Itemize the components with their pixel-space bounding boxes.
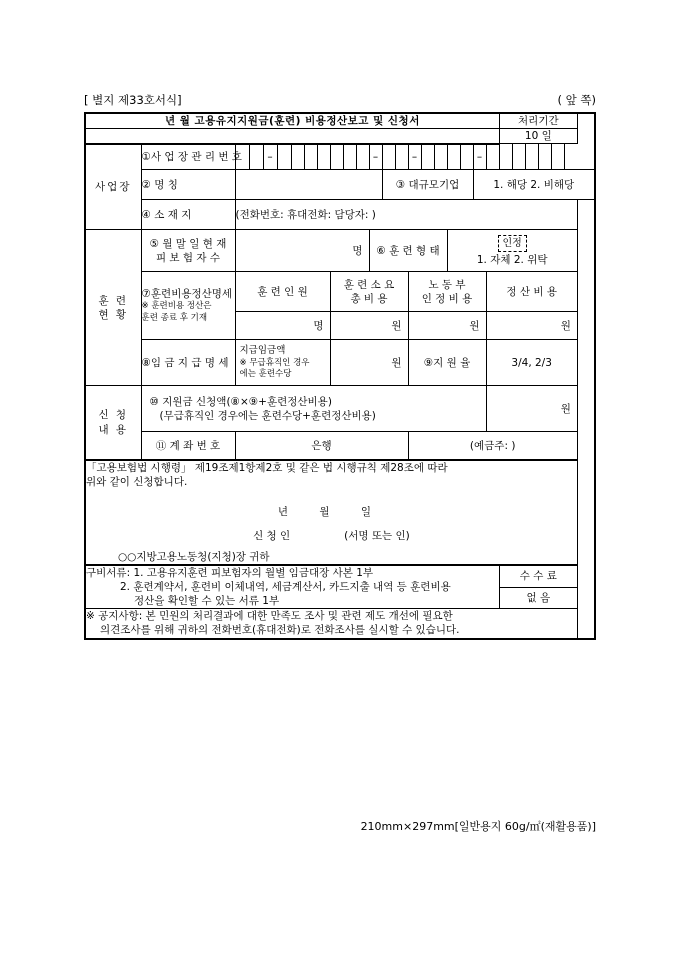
training-total-cost-unit: 원 xyxy=(391,319,402,332)
wage-payment-subnote-line3: 에는 훈련수당 xyxy=(239,369,292,380)
mgmt-digit-7[interactable] xyxy=(330,144,343,170)
mgmt-dash-3: – xyxy=(408,144,421,170)
training-approved-cost-value[interactable] xyxy=(408,312,486,340)
main-form-table xyxy=(84,112,596,640)
mgmt-digit-2[interactable] xyxy=(249,144,263,170)
form-container xyxy=(84,112,596,640)
processing-period-value: 10 일 xyxy=(499,129,577,144)
section-label-training-status-line1: 훈 련 xyxy=(98,294,129,307)
mgmt-digit-21[interactable] xyxy=(551,144,564,170)
training-type-options-cell[interactable] xyxy=(447,230,577,272)
workplace-name-label: ② 명 칭 xyxy=(141,170,235,200)
section-label-training-status-line2: 현 황 xyxy=(98,308,129,321)
training-settlement-cost-header: 정 산 비 용 xyxy=(486,272,577,312)
mgmt-digit-19[interactable] xyxy=(525,144,538,170)
wage-payment-unit: 원 xyxy=(391,356,402,369)
section-label-training-status xyxy=(85,230,141,386)
support-request-label-line1: ⑩ 지원금 신청액(⑧×⑨+훈련정산비용) xyxy=(149,395,332,408)
training-total-cost-value[interactable] xyxy=(330,312,408,340)
wage-payment-subnote-line2: ※ 무급휴직인 경우 xyxy=(239,357,310,368)
mgmt-digit-12[interactable] xyxy=(421,144,434,170)
section-label-application xyxy=(85,386,141,460)
training-headcount-header: 훈 련 인 원 xyxy=(235,272,330,312)
documents-block xyxy=(85,565,499,609)
declaration-applicant-row xyxy=(86,529,577,543)
notice-line1: ※ 공지사항: 본 민원의 처리결과에 대한 만족도 조사 및 관련 제도 개선에 필요한 xyxy=(86,610,453,623)
training-approved-cost-header-line2: 인 정 비 용 xyxy=(421,292,473,305)
section-label-workplace: 사업장 xyxy=(85,144,141,230)
declaration-row xyxy=(85,460,595,565)
support-rate-value[interactable]: 3/4, 2/3 xyxy=(486,340,577,386)
mgmt-no-label: ①사 업 장 관 리 번 호 xyxy=(141,144,235,170)
mgmt-digit-11[interactable] xyxy=(395,144,408,170)
workplace-address-label: ④ 소 재 지 xyxy=(141,200,235,230)
mgmt-digit-20[interactable] xyxy=(538,144,551,170)
training-settlement-cost-value[interactable] xyxy=(486,312,577,340)
mgmt-digit-13[interactable] xyxy=(434,144,447,170)
training-type-inner xyxy=(448,235,577,268)
large-corp-options[interactable]: 1. 해당 2. 비해당 xyxy=(473,170,595,200)
large-corp-label: ③ 대규모기업 xyxy=(382,170,473,200)
form-number-label: [ 별지 제33호서식] xyxy=(84,93,182,107)
form-title: 년 월 고용유지지원금(훈련) 비용정산보고 및 신청서 xyxy=(85,113,499,129)
mgmt-digit-16[interactable] xyxy=(486,144,499,170)
declaration-block xyxy=(85,460,577,565)
training-total-cost-header-line1: 훈 련 소 요 xyxy=(343,278,395,291)
training-total-cost-header-line2: 총 비 용 xyxy=(350,292,388,305)
signature-note: (서명 또는 인) xyxy=(344,530,410,543)
mgmt-digit-9[interactable] xyxy=(356,144,369,170)
applicant-label: 신 청 인 xyxy=(253,530,291,543)
title-row xyxy=(85,113,595,129)
support-rate-label: ⑨지 원 율 xyxy=(408,340,486,386)
training-headcount-unit: 명 xyxy=(313,319,324,332)
mgmt-digit-3[interactable] xyxy=(277,144,291,170)
account-holder-value[interactable]: (예금주: ) xyxy=(408,432,577,460)
insured-count-label-line2: 피 보 험 자 수 xyxy=(155,251,221,264)
notice-line2: 의견조사를 위해 귀하의 전화번호(휴대전화)로 전화조사를 실시할 수 있습니다. xyxy=(100,624,460,637)
training-approved-cost-unit: 원 xyxy=(469,319,480,332)
support-request-amount[interactable] xyxy=(486,386,577,432)
workplace-name-row xyxy=(85,170,595,200)
documents-line1: 구비서류: 1. 고용유지훈련 피보험자의 월별 임금대장 사본 1부 xyxy=(86,566,374,579)
training-insured-row xyxy=(85,230,595,272)
training-type-label: ⑥ 훈 련 형 태 xyxy=(369,230,447,272)
wage-payment-label: ⑧임 금 지 급 명 세 xyxy=(141,340,235,386)
mgmt-dash-2: – xyxy=(369,144,382,170)
workplace-address-row xyxy=(85,200,595,230)
insured-count-unit: 명 xyxy=(352,244,363,257)
training-type-options[interactable]: 1. 자체 2. 위탁 xyxy=(476,254,548,266)
documents-line3: 정산을 확인할 수 있는 서류 1부 xyxy=(134,595,280,608)
receiver-line: ○○지방고용노동청(지청)장 귀하 xyxy=(118,550,270,563)
paper-spec-note: 210mm×297mm[일반용지 60g/㎡(재활용품)] xyxy=(360,820,596,833)
training-settlement-cost-unit: 원 xyxy=(560,319,571,332)
training-cost-label-line2: ※ 훈련비용 정산은 xyxy=(141,301,212,312)
insured-count-label-line1: ⑤ 월 말 일 현 재 xyxy=(149,237,227,250)
declaration-line2: 위와 같이 신청합니다. xyxy=(86,476,188,489)
account-bank-value[interactable]: 은행 xyxy=(235,432,408,460)
support-request-label-line2: (무급휴직인 경우에는 훈련수당+훈련정산비용) xyxy=(159,409,376,422)
mgmt-dash-4: – xyxy=(473,144,486,170)
insured-count-label xyxy=(141,230,235,272)
declaration-line1: 「고용보험법 시행령」 제19조제1항제2호 및 같은 법 시행규칙 제28조에 따라 xyxy=(86,461,448,474)
declaration-date[interactable]: 년 월 일 xyxy=(277,506,385,519)
training-type-badge: 인정 xyxy=(498,235,527,253)
mgmt-digit-15[interactable] xyxy=(460,144,473,170)
notice-block xyxy=(85,609,577,639)
mgmt-dash-1: – xyxy=(263,144,277,170)
mgmt-digit-6[interactable] xyxy=(317,144,330,170)
workplace-mgmt-row xyxy=(85,144,595,170)
section-label-application-line2: 내 용 xyxy=(98,423,129,436)
wage-payment-subnote-line1: 지급임금액 xyxy=(239,344,286,356)
mgmt-digit-5[interactable] xyxy=(304,144,317,170)
training-approved-cost-header xyxy=(408,272,486,312)
documents-line2: 2. 훈련계약서, 훈련비 이체내역, 세금계산서, 카드지출 내역 등 훈련비용 xyxy=(120,580,451,593)
mgmt-digit-4[interactable] xyxy=(291,144,304,170)
training-headcount-value[interactable] xyxy=(235,312,330,340)
training-cost-label-line1: ⑦훈련비용정산명세 xyxy=(141,288,233,301)
workplace-name-value[interactable] xyxy=(235,170,382,200)
wage-payment-subnote xyxy=(235,340,330,386)
section-label-application-line1: 신 청 xyxy=(98,409,129,422)
application-amount-row xyxy=(85,386,595,432)
training-cost-label-line3: 훈련 종료 후 기재 xyxy=(141,312,208,323)
account-row xyxy=(85,432,595,460)
processing-period-label: 처리기간 xyxy=(499,113,577,129)
fee-value: 없 음 xyxy=(499,587,577,609)
mgmt-digit-17[interactable] xyxy=(499,144,512,170)
notice-row xyxy=(85,609,595,639)
workplace-address-value[interactable]: (전화번호: 휴대전화: 담당자: ) xyxy=(235,200,577,230)
training-cost-header-row xyxy=(85,272,595,312)
support-request-label xyxy=(141,386,486,432)
training-cost-label xyxy=(141,272,235,340)
mgmt-digit-10[interactable] xyxy=(382,144,395,170)
title-spacer xyxy=(85,129,499,144)
fee-documents-row xyxy=(85,565,595,587)
insured-count-value[interactable] xyxy=(235,230,369,272)
support-request-unit: 원 xyxy=(560,402,571,415)
page-side-label: ( 앞 쪽) xyxy=(557,93,596,107)
training-total-cost-header xyxy=(330,272,408,312)
training-approved-cost-header-line1: 노 동 부 xyxy=(428,278,466,291)
mgmt-digit-14[interactable] xyxy=(447,144,460,170)
title-row-2 xyxy=(85,129,595,144)
document-top-labels xyxy=(84,92,596,108)
fee-label: 수 수 료 xyxy=(499,565,577,587)
wage-payment-row xyxy=(85,340,595,386)
mgmt-digit-18[interactable] xyxy=(512,144,525,170)
mgmt-digit-8[interactable] xyxy=(343,144,356,170)
account-no-label: ⑪ 계 좌 번 호 xyxy=(141,432,235,460)
wage-payment-amount[interactable] xyxy=(330,340,408,386)
